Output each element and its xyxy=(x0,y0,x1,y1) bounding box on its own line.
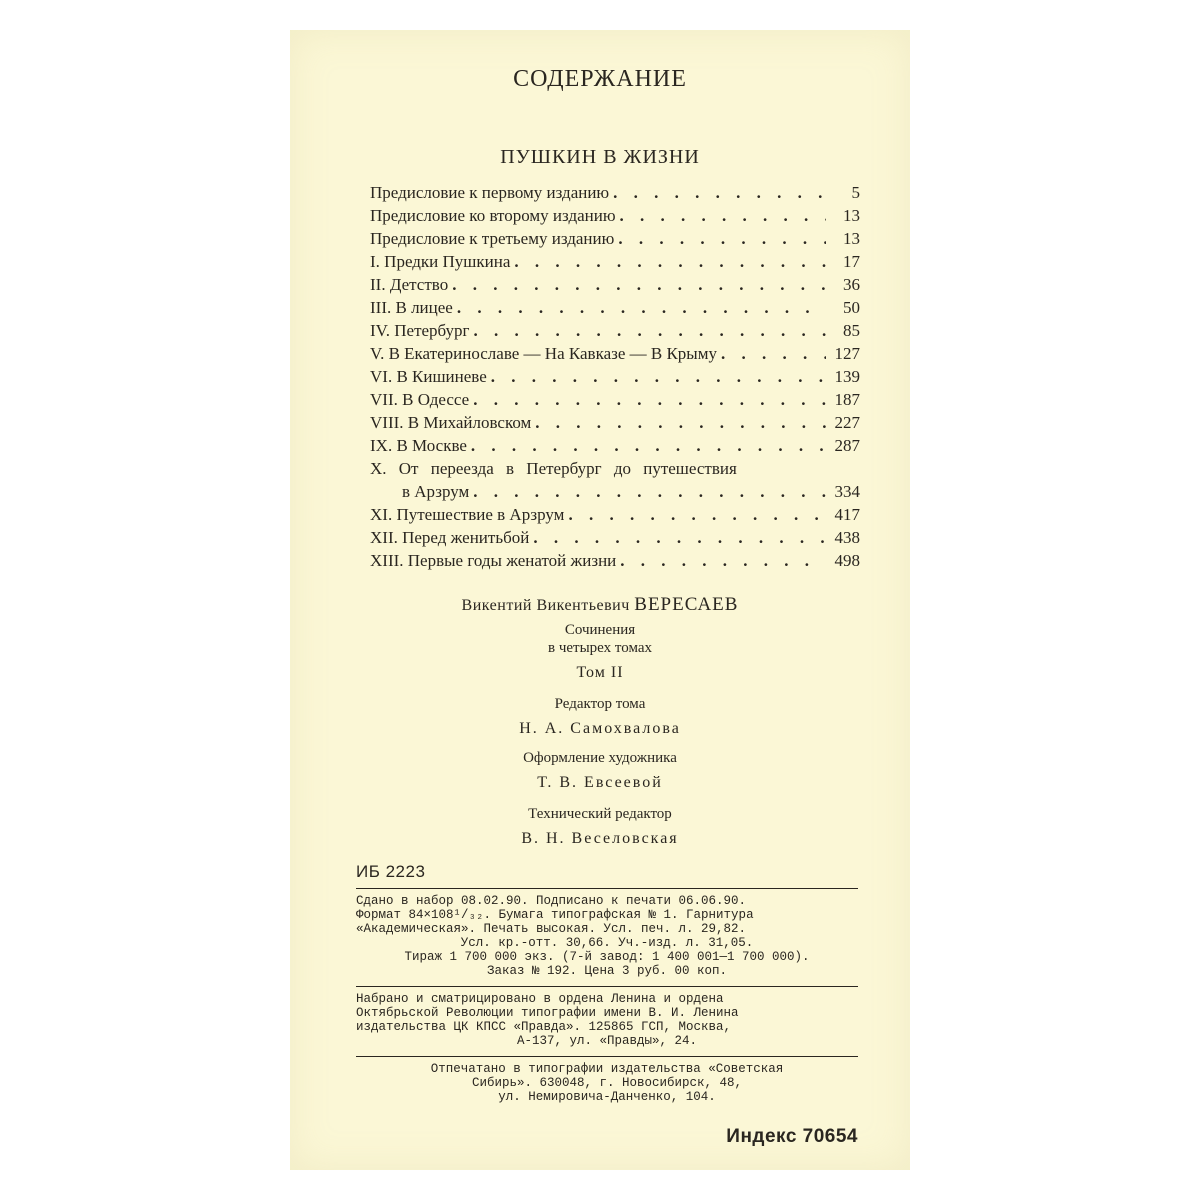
toc-leader xyxy=(457,298,826,318)
toc-row xyxy=(370,387,860,410)
toc-title: IX. В Москве xyxy=(370,436,471,456)
toc-row xyxy=(370,203,860,226)
toc-page: 187 xyxy=(826,390,860,410)
toc-leader xyxy=(568,505,826,525)
toc-title: VII. В Одессе xyxy=(370,390,473,410)
imprint-block-typesetting xyxy=(356,992,858,1048)
author-line xyxy=(290,594,910,616)
toc-page: 13 xyxy=(826,229,860,249)
toc-title: IV. Петербург xyxy=(370,321,474,341)
table-of-contents xyxy=(370,180,860,571)
toc-leader xyxy=(533,528,826,548)
author-surname: ВЕРЕСАЕВ xyxy=(634,594,739,615)
toc-page: 5 xyxy=(826,183,860,203)
volume-number: Том II xyxy=(576,664,624,681)
toc-title: II. Детство xyxy=(370,275,452,295)
works-volumes: в четырех томах xyxy=(548,640,652,656)
toc-page: 334 xyxy=(826,482,860,502)
divider xyxy=(356,986,858,987)
toc-page: 85 xyxy=(826,321,860,341)
toc-page: 139 xyxy=(826,367,860,387)
toc-page: 13 xyxy=(826,206,860,226)
imprint-line: Усл. кр.-отт. 30,66. Уч.-изд. л. 31,05. xyxy=(460,936,754,950)
toc-title: III. В лицее xyxy=(370,298,457,318)
imprint-line: Набрано и сматрицировано в ордена Ленина и ордена xyxy=(356,992,724,1006)
artist-name: Т. В. Евсеевой xyxy=(537,774,663,791)
toc-page: 417 xyxy=(826,505,860,525)
toc-title: Предисловие ко второму изданию xyxy=(370,206,620,226)
toc-leader xyxy=(620,551,826,571)
index-code: Индекс 70654 xyxy=(726,1126,858,1147)
toc-row xyxy=(370,318,860,341)
divider xyxy=(356,1056,858,1057)
toc-page: 438 xyxy=(826,528,860,548)
imprint-line: Сибирь». 630048, г. Новосибирск, 48, xyxy=(471,1076,743,1090)
toc-page: 127 xyxy=(826,344,860,364)
toc-title: VI. В Кишиневе xyxy=(370,367,491,387)
toc-title: VIII. В Михайловском xyxy=(370,413,535,433)
tech-editor-role: Технический редактор xyxy=(528,806,672,822)
toc-row xyxy=(370,364,860,387)
toc-leader xyxy=(491,367,826,387)
toc-page: 36 xyxy=(826,275,860,295)
works-title: Сочинения xyxy=(564,622,636,638)
toc-title: XIII. Первые годы женатой жизни xyxy=(370,551,620,571)
imprint-line: Формат 84×108¹/₃₂. Бумага типографская № 1. Гарнитура xyxy=(356,908,754,922)
toc-leader xyxy=(514,252,826,272)
toc-row xyxy=(370,272,860,295)
imprint-line: Тираж 1 700 000 экз. (7-й завод: 1 400 001—1 700 000). xyxy=(404,950,810,964)
book-page xyxy=(290,30,910,1170)
toc-page: 287 xyxy=(826,436,860,456)
toc-page: 498 xyxy=(826,551,860,571)
toc-row xyxy=(370,433,860,456)
toc-leader xyxy=(473,390,826,410)
divider xyxy=(356,888,858,889)
toc-leader xyxy=(535,413,826,433)
toc-row xyxy=(370,410,860,433)
toc-title: X. От переезда в Петербург до путешествия xyxy=(370,459,826,479)
toc-row xyxy=(370,479,860,502)
imprint-line: Сдано в набор 08.02.90. Подписано к печати 06.06.90. xyxy=(356,894,747,908)
contents-heading: СОДЕРЖАНИЕ xyxy=(513,66,687,92)
toc-leader xyxy=(721,344,826,364)
toc-leader xyxy=(452,275,826,295)
toc-leader xyxy=(613,183,826,203)
toc-title: Предисловие к первому изданию xyxy=(370,183,613,203)
toc-title: в Арзрум xyxy=(370,482,473,502)
toc-row xyxy=(370,502,860,525)
toc-page: 50 xyxy=(826,298,860,318)
imprint-line: Заказ № 192. Цена 3 руб. 00 коп. xyxy=(486,964,728,978)
toc-row xyxy=(370,341,860,364)
toc-page: 17 xyxy=(826,252,860,272)
artist-role: Оформление художника xyxy=(523,750,677,766)
imprint-block-printing xyxy=(356,894,858,978)
toc-leader xyxy=(474,321,826,341)
imprint-line: ул. Немировича-Данченко, 104. xyxy=(498,1090,716,1104)
toc-leader xyxy=(620,206,826,226)
toc-title: I. Предки Пушкина xyxy=(370,252,514,272)
toc-page: 227 xyxy=(826,413,860,433)
toc-row xyxy=(370,525,860,548)
toc-row xyxy=(370,249,860,272)
toc-leader xyxy=(471,436,826,456)
toc-row xyxy=(370,226,860,249)
imprint-line: «Академическая». Печать высокая. Усл. печ. л. 29,82. xyxy=(356,922,747,936)
toc-row xyxy=(370,456,860,479)
editor-name: Н. А. Самохвалова xyxy=(519,720,681,737)
toc-title: XII. Перед женитьбой xyxy=(370,528,533,548)
editor-role: Редактор тома xyxy=(554,696,646,712)
toc-title: Предисловие к третьему изданию xyxy=(370,229,618,249)
imprint-line: Октябрьской Революции типографии имени В. И. Ленина xyxy=(356,1006,739,1020)
toc-row xyxy=(370,548,860,571)
author-given-names: Викентий Викентьевич xyxy=(461,597,630,614)
ib-number: ИБ 2223 xyxy=(356,862,426,881)
toc-leader xyxy=(618,229,826,249)
toc-row xyxy=(370,180,860,203)
tech-editor-name: В. Н. Веселовская xyxy=(521,830,679,847)
toc-title: V. В Екатеринославе — На Кавказе — В Крыму xyxy=(370,344,721,364)
imprint-block-printed xyxy=(356,1062,858,1104)
imprint-line: А-137, ул. «Правды», 24. xyxy=(516,1034,698,1048)
section-title: ПУШКИН В ЖИЗНИ xyxy=(500,146,700,168)
imprint-line: издательства ЦК КПСС «Правда». 125865 ГСП, Москва, xyxy=(356,1020,732,1034)
toc-leader xyxy=(473,482,826,502)
toc-title: XI. Путешествие в Арзрум xyxy=(370,505,568,525)
imprint-line: Отпечатано в типографии издательства «Советская xyxy=(430,1062,784,1076)
toc-row xyxy=(370,295,860,318)
